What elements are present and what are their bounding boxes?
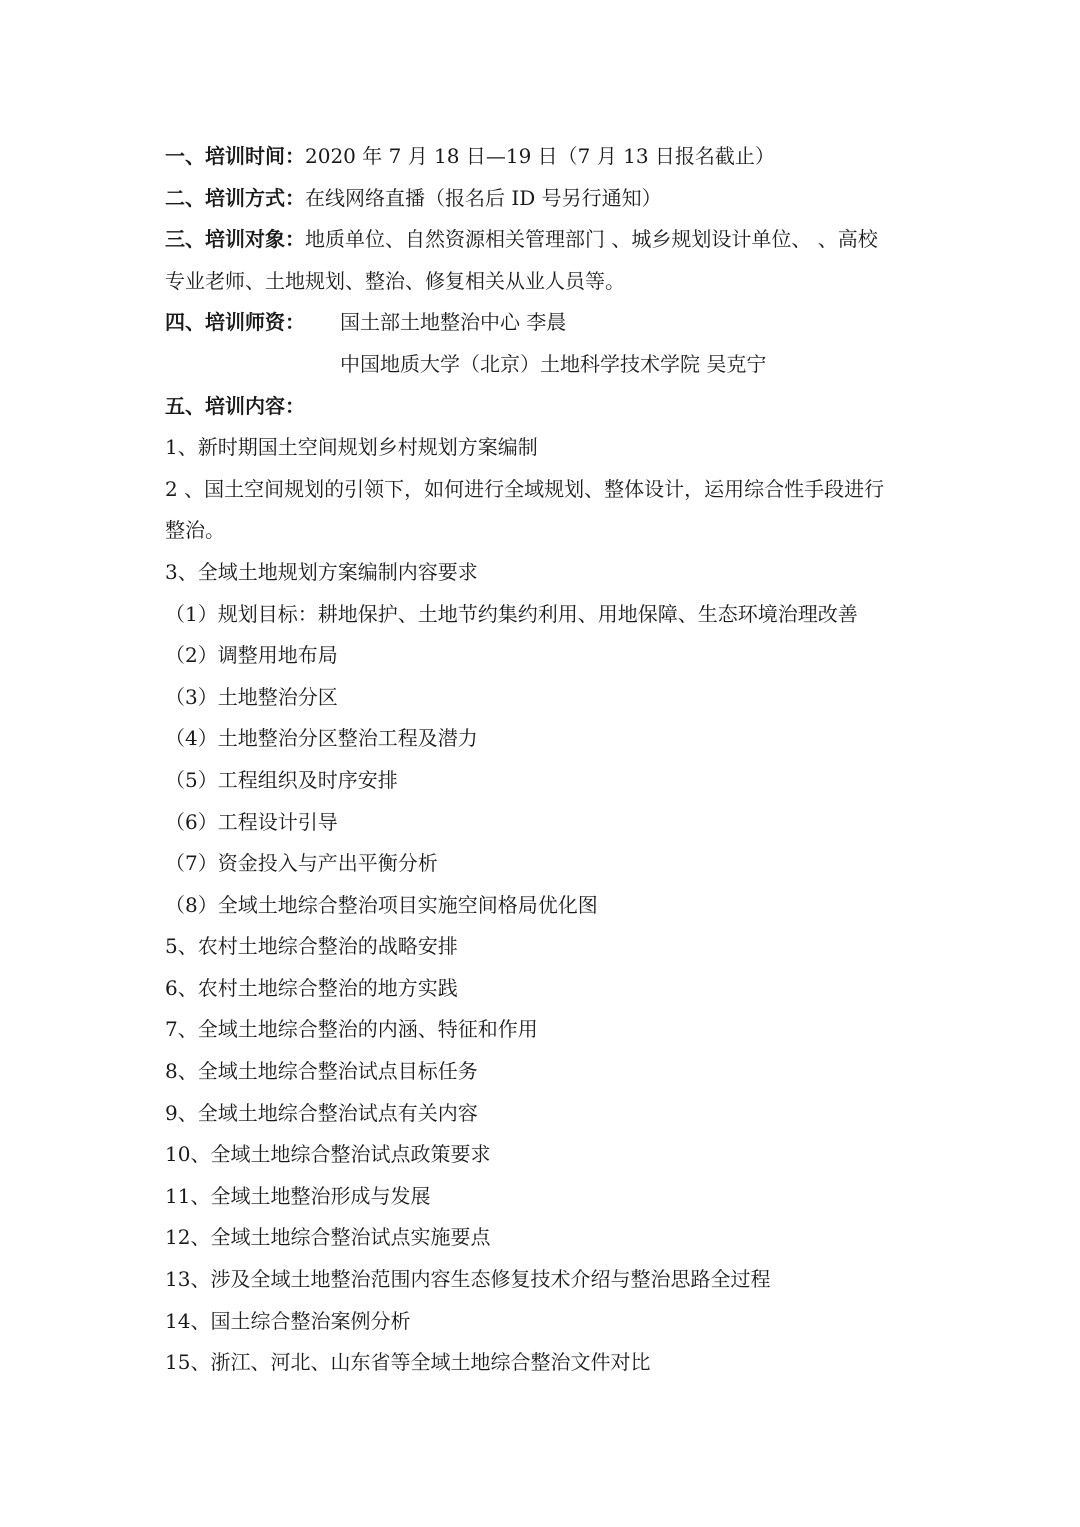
list-item: 10、全域土地综合整治试点政策要求 [165,1142,491,1167]
list-item: （1）规划目标：耕地保护、土地节约集约利用、用地保障、生态环境治理改善 [165,601,858,626]
list-item: （3）土地整治分区 [165,684,338,709]
list-item: 15、浙江、河北、山东省等全域土地综合整治文件对比 [165,1350,651,1375]
training-content-label: 五、培训内容： [165,393,305,418]
list-item: （8）全域土地综合整治项目实施空间格局优化图 [165,892,598,917]
training-method-value: 在线网络直播（报名后 ID 号另行通知） [305,185,662,210]
training-target-line [165,219,965,261]
list-item: 11、全域土地整治形成与发展 [165,1183,431,1208]
training-target-label: 三、培训对象： [165,227,305,252]
training-target-value: 地质单位、自然资源相关管理部门 、城乡规划设计单位、 、高校 [305,227,878,252]
list-item: （2）调整用地布局 [165,643,338,668]
content-list [165,427,965,1384]
list-item: 3、全域土地规划方案编制内容要求 [165,559,478,584]
training-time-line [165,136,965,178]
training-teachers-label: 四、培训师资： [165,310,305,335]
training-method-line [165,178,965,220]
teacher-1: 国土部土地整治中心 李晨 [340,310,567,335]
list-item: （4）土地整治分区整治工程及潜力 [165,726,478,751]
list-item: （6）工程设计引导 [165,809,338,834]
teacher-2: 中国地质大学（北京）土地科学技术学院 吴克宁 [340,351,767,376]
list-item: 5、农村土地综合整治的战略安排 [165,934,458,959]
training-content-line [165,386,965,428]
list-item: （5）工程组织及时序安排 [165,767,398,792]
list-item: 14、国土综合整治案例分析 [165,1308,411,1333]
list-item: 6、农村土地综合整治的地方实践 [165,975,458,1000]
training-method-label: 二、培训方式： [165,185,305,210]
training-time-label: 一、培训时间： [165,144,305,168]
list-item: （7）资金投入与产出平衡分析 [165,851,438,876]
list-item: 7、全域土地综合整治的内涵、特征和作用 [165,1017,538,1042]
training-target-continuation: 专业老师、土地规划、整治、修复相关从业人员等。 [165,268,625,293]
training-teachers-line [165,302,965,344]
training-time-value: 2020 年 7 月 18 日—19 日（7 月 13 日报名截止） [305,144,775,168]
document-page [165,136,965,1384]
list-item: 2 、国土空间规划的引领下，如何进行全域规划、整体设计，运用综合性手段进行 [165,476,885,501]
list-item: 13、涉及全域土地整治范围内容生态修复技术介绍与整治思路全过程 [165,1267,771,1292]
list-item: 9、全域土地综合整治试点有关内容 [165,1100,478,1125]
list-item: 12、全域土地综合整治试点实施要点 [165,1225,491,1250]
list-item: 8、全域土地综合整治试点目标任务 [165,1059,478,1084]
list-item: 整治。 [165,518,225,543]
list-item: 1、新时期国土空间规划乡村规划方案编制 [165,435,538,460]
